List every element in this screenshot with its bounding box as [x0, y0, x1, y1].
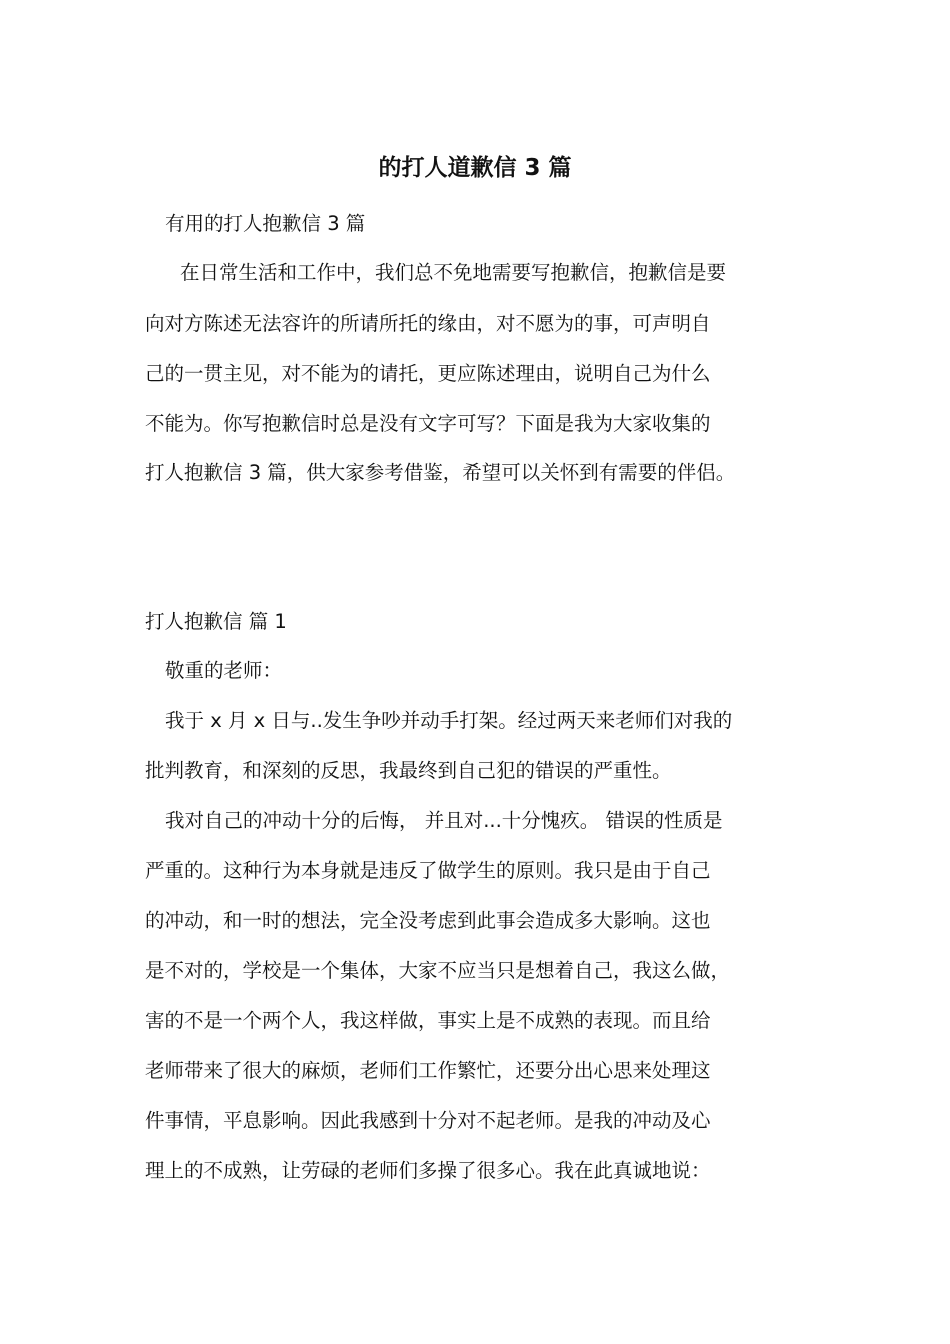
intro-line: 打人抱歉信 3 篇，供大家参考借鉴，希望可以关怀到有需要的伴侣。 [145, 461, 736, 484]
salutation: 敬重的老师： [165, 659, 283, 682]
intro-line: 在日常生活和工作中，我们总不免地需要写抱歉信，抱歉信是要 [180, 261, 727, 284]
body-line: 件事情，平息影响。因此我感到十分对不起老师。是我的冲动及心 [145, 1109, 711, 1132]
body-line: 老师带来了很大的麻烦，老师们工作繁忙，还要分出心思来处理这 [145, 1059, 711, 1082]
document-subtitle: 有用的打人抱歉信 3 篇 [165, 212, 366, 235]
document-title: 的打人道歉信 3 篇 [378, 155, 572, 181]
body-line: 严重的。这种行为本身就是违反了做学生的原则。我只是由于自己 [145, 859, 711, 882]
body-line: 批判教育，和深刻的反思，我最终到自己犯的错误的严重性。 [145, 759, 672, 782]
intro-line: 己的一贯主见，对不能为的请托，更应陈述理由，说明自己为什么 [145, 362, 711, 385]
body-line: 是不对的，学校是一个集体，大家不应当只是想着自己，我这么做， [145, 959, 731, 982]
intro-line: 不能为。你写抱歉信时总是没有文字可写？下面是我为大家收集的 [145, 412, 711, 435]
section-heading: 打人抱歉信 篇 1 [145, 610, 287, 633]
body-line: 我对自己的冲动十分的后悔， 并且对...十分愧疚。 错误的性质是 [165, 809, 723, 832]
body-line: 我于 x 月 x 日与..发生争吵并动手打架。经过两天来老师们对我的 [165, 709, 733, 732]
intro-line: 向对方陈述无法容许的所请所托的缘由，对不愿为的事，可声明自 [145, 312, 711, 335]
body-line: 理上的不成熟，让劳碌的老师们多操了很多心。我在此真诚地说： [145, 1159, 711, 1182]
body-line: 的冲动，和一时的想法，完全没考虑到此事会造成多大影响。这也 [145, 909, 711, 932]
body-line: 害的不是一个两个人，我这样做，事实上是不成熟的表现。而且给 [145, 1009, 711, 1032]
